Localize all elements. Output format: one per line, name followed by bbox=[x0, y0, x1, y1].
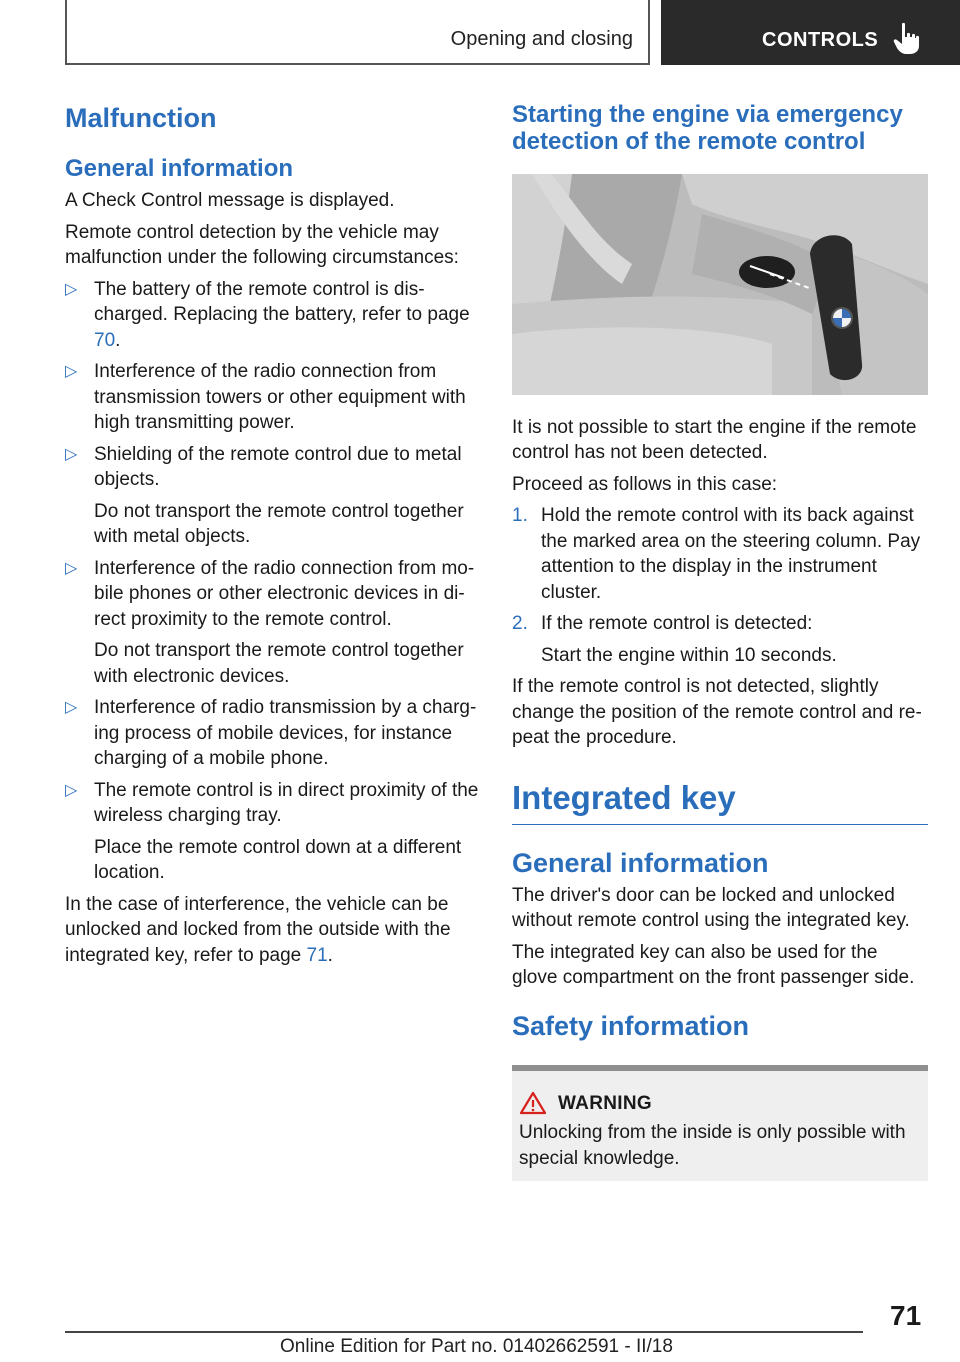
triangle-bullet-icon: ▷ bbox=[65, 559, 78, 577]
triangle-bullet-icon: ▷ bbox=[65, 781, 78, 799]
list-item-text: Interference of radio transmission by a charging process of mobile devices, for instance charging of a mobile phone. bbox=[94, 697, 477, 769]
warning-text: Unlocking from the inside is only possible with special knowledge. bbox=[519, 1122, 906, 1169]
footer-divider bbox=[65, 1331, 863, 1333]
list-item-note: Do not transport the remote control together with electronic devices. bbox=[94, 640, 464, 687]
malfunction-heading: Malfunction bbox=[65, 103, 217, 133]
interference-closing-paragraph bbox=[65, 892, 480, 969]
triangle-bullet-icon: ▷ bbox=[65, 280, 78, 298]
step-item bbox=[512, 503, 928, 605]
step-text: Hold the remote control with its back against the marked area on the steering column. Pay attention to the display in the instrument cluster. bbox=[541, 505, 921, 603]
step-item bbox=[512, 611, 928, 668]
closing-text: In the case of interference, the vehicle can be unlocked and locked from the outside with the integrated key, refer to page bbox=[65, 893, 451, 966]
procedure-steps bbox=[512, 503, 928, 668]
footer-edition: Online Edition for Part no. 01402662591 - II/18 bbox=[280, 1336, 673, 1357]
integrated-key-paragraph-2: The integrated key can also be used for the glove compartment on the front passenger side. bbox=[512, 941, 915, 988]
pointing-hand-icon bbox=[893, 22, 923, 56]
triangle-bullet-icon: ▷ bbox=[65, 445, 78, 463]
triangle-bullet-icon: ▷ bbox=[65, 363, 78, 380]
warning-box bbox=[512, 1065, 928, 1182]
right-column bbox=[512, 101, 928, 1181]
list-item-tail: . bbox=[115, 329, 121, 351]
list-item bbox=[65, 556, 480, 690]
detection-malfunction-paragraph: Remote control detection by the vehicle may malfunction under the following circumstances: bbox=[65, 221, 459, 268]
list-item-note: Place the remote control down at a different location. bbox=[94, 836, 462, 883]
general-information-heading: General information bbox=[65, 155, 294, 182]
list-item-text: The battery of the remote control is discharged. Replacing the battery, refer to page bbox=[94, 278, 470, 325]
step-text: If the remote control is detected: bbox=[541, 613, 813, 634]
closing-tail: . bbox=[327, 944, 333, 966]
warning-header bbox=[519, 1091, 921, 1117]
list-item bbox=[65, 695, 480, 772]
triangle-bullet-icon: ▷ bbox=[65, 699, 78, 716]
emergency-start-heading: Starting the engine via emergency detection of the remote control bbox=[512, 101, 903, 155]
left-column bbox=[65, 101, 480, 974]
integrated-key-heading: Integrated key bbox=[512, 778, 928, 825]
integrated-general-heading: General information bbox=[512, 847, 769, 878]
warning-triangle-icon bbox=[519, 1091, 547, 1115]
step-note: Start the engine within 10 seconds. bbox=[541, 644, 837, 666]
page-link-71[interactable]: 71 bbox=[306, 944, 328, 966]
page-link-70[interactable]: 70 bbox=[94, 329, 116, 351]
not-detected-paragraph: If the remote control is not detected, slightly change the position of the remote control and repeat the procedure. bbox=[512, 676, 922, 748]
header-chapter-label: CONTROLS bbox=[762, 29, 879, 51]
list-item bbox=[65, 442, 480, 550]
header-chapter-tab[interactable] bbox=[661, 0, 960, 65]
page-number: 71 bbox=[890, 1300, 922, 1331]
circumstances-list bbox=[65, 277, 480, 886]
header-section-box bbox=[65, 0, 650, 65]
safety-information-heading: Safety information bbox=[512, 1010, 750, 1041]
list-item-text: The remote control is in direct proximity of the wireless charging tray. bbox=[94, 779, 479, 826]
list-item-note: Do not transport the remote control together with metal objects. bbox=[94, 500, 464, 547]
list-item bbox=[65, 778, 480, 886]
steering-column-key-illustration bbox=[512, 174, 928, 395]
header-section-title: Opening and closing bbox=[450, 28, 633, 50]
list-item bbox=[65, 359, 480, 436]
check-control-paragraph: A Check Control message is displayed. bbox=[65, 190, 395, 211]
not-possible-paragraph: It is not possible to start the engine if the remote control has not been detected. bbox=[512, 416, 917, 463]
proceed-paragraph: Proceed as follows in this case: bbox=[512, 473, 778, 495]
list-item-text: Shielding of the remote control due to metal objects. bbox=[94, 443, 462, 490]
list-item bbox=[65, 277, 480, 354]
list-item-text: Interference of the radio connection from transmission towers or other equipment with high transmitting power. bbox=[94, 361, 466, 433]
step-number: 1. bbox=[512, 505, 528, 526]
warning-title: WARNING bbox=[558, 1092, 652, 1114]
step-number: 2. bbox=[512, 613, 528, 634]
list-item-text: Interference of the radio connection from mobile phones or other electronic devices in direct proximity to the remote control. bbox=[94, 557, 475, 630]
integrated-key-paragraph-1: The driver's door can be locked and unlocked without remote control using the integrated key. bbox=[512, 884, 910, 931]
